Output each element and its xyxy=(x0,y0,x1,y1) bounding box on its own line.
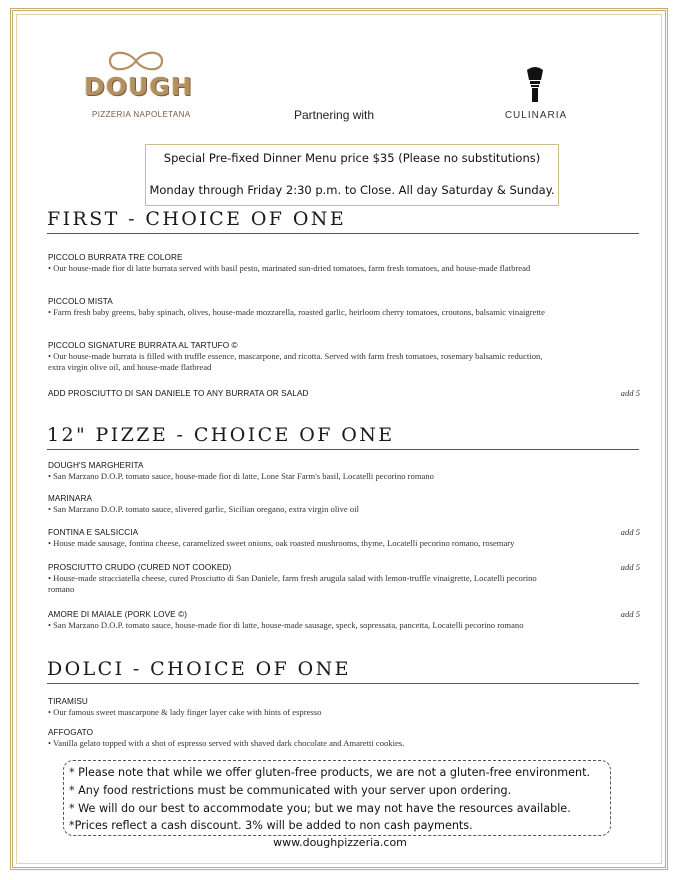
item-description: • San Marzano D.O.P. tomato sauce, slivered garlic, Sicilian oregano, extra virgin olive oil xyxy=(48,504,359,514)
logo-wordmark: DOUGH xyxy=(84,72,193,101)
item-name: MARINARA xyxy=(48,494,93,503)
note-line: * Any food restrictions must be communicated with your server upon ordering. xyxy=(69,784,512,797)
item-price: add 5 xyxy=(620,562,640,572)
menu-item xyxy=(48,562,640,595)
item-description: • San Marzano D.O.P. tomato sauce, house-made fior di latte, Lone Star Farm's basil, Locatelli pecorino romano xyxy=(48,471,434,481)
section-title-pizze: 12" PIZZE - CHOICE OF ONE xyxy=(47,424,639,450)
item-name: DOUGH'S MARGHERITA xyxy=(48,461,144,470)
menu-item xyxy=(48,296,640,318)
item-price: add 5 xyxy=(620,527,640,537)
menu-item xyxy=(48,727,640,749)
notes-box xyxy=(63,760,611,836)
item-description: • Our famous sweet mascarpone & lady finger layer cake with hints of espresso xyxy=(48,707,322,717)
partner-text: Partnering with xyxy=(294,108,375,122)
item-description: • Our house-made fior di latte burrata served with basil pesto, marinated sun-dried tomatoes, farm fresh tomatoes, and house-made flatbread xyxy=(48,263,531,273)
website-link[interactable]: www.doughpizzeria.com xyxy=(273,836,407,849)
logo-subtitle: PIZZERIA NAPOLETANA xyxy=(92,110,191,119)
note-line: * Please note that while we offer gluten-free products, we are not a gluten-free environment. xyxy=(69,766,591,779)
menu-item xyxy=(48,340,640,373)
note-line: *Prices reflect a cash discount. 3% will be added to non cash payments. xyxy=(69,819,473,832)
section-title-first: FIRST - CHOICE OF ONE xyxy=(47,208,639,234)
section-title-dolci: DOLCI - CHOICE OF ONE xyxy=(47,658,639,684)
culinaria-logo xyxy=(496,66,576,126)
item-description: • San Marzano D.O.P. tomato sauce, house-made fior di latte, house-made sausage, speck, sopressata, pancetta, Locatelli pecorino romano xyxy=(48,620,524,630)
item-price: add 5 xyxy=(620,388,640,398)
menu-item xyxy=(48,252,640,274)
partner-name: CULINARIA xyxy=(504,110,568,121)
item-name: PICCOLO SIGNATURE BURRATA AL TARTUFO © xyxy=(48,341,238,350)
item-name: ADD PROSCIUTTO DI SAN DANIELE TO ANY BURRATA OR SALAD xyxy=(48,389,309,398)
item-description: • House-made stracciatella cheese, cured Prosciutto di San Daniele, farm fresh arugula salad with lemon-truffle vinaigrette, Locatelli pecorino romano xyxy=(48,573,537,594)
menu-item xyxy=(48,609,640,631)
dough-logo xyxy=(84,48,193,120)
item-name: FONTINA E SALSICCIA xyxy=(48,528,139,537)
item-price: add 5 xyxy=(620,609,640,619)
special-price-line: Special Pre-fixed Dinner Menu price $35 (Please no substitutions) xyxy=(163,151,541,165)
item-name: PROSCIUTTO CRUDO (CURED NOT COOKED) xyxy=(48,563,232,572)
item-name: PICCOLO MISTA xyxy=(48,297,113,306)
chef-hat-icon xyxy=(522,66,548,104)
menu-item xyxy=(48,527,640,549)
special-offer-box xyxy=(145,144,559,206)
menu-item xyxy=(48,493,640,515)
special-hours-line: Monday through Friday 2:30 p.m. to Close. All day Saturday & Sunday. xyxy=(149,183,555,197)
item-description: • Farm fresh baby greens, baby spinach, olives, house-made mozzarella, roasted garlic, heirloom cherry tomatoes, croutons, balsamic vinaigrette xyxy=(48,307,545,317)
item-description: • Vanilla gelato topped with a shot of espresso served with shaved dark chocolate and Amaretti cookies. xyxy=(48,738,405,748)
item-name: AFFOGATO xyxy=(48,728,94,737)
menu-item xyxy=(48,388,640,399)
note-line: * We will do our best to accommodate you; but we may not have the resources available. xyxy=(69,802,571,815)
item-name: AMORE DI MAIALE (PORK LOVE ©) xyxy=(48,610,188,619)
menu-item xyxy=(48,460,640,482)
item-description: • House made sausage, fontina cheese, caramelized sweet onions, oak roasted mushrooms, thyme, Locatelli pecorino romano, rosemary xyxy=(48,538,515,548)
item-name: TIRAMISU xyxy=(48,697,88,706)
item-name: PICCOLO BURRATA TRE COLORE xyxy=(48,253,183,262)
item-description: • Our house-made burrata is filled with truffle essence, mascarpone, and ricotta. Served with farm fresh tomatoes, rosemary balsamic reduction, extra virgin olive oil, and house-made flatbread xyxy=(48,351,543,372)
menu-item xyxy=(48,696,640,718)
